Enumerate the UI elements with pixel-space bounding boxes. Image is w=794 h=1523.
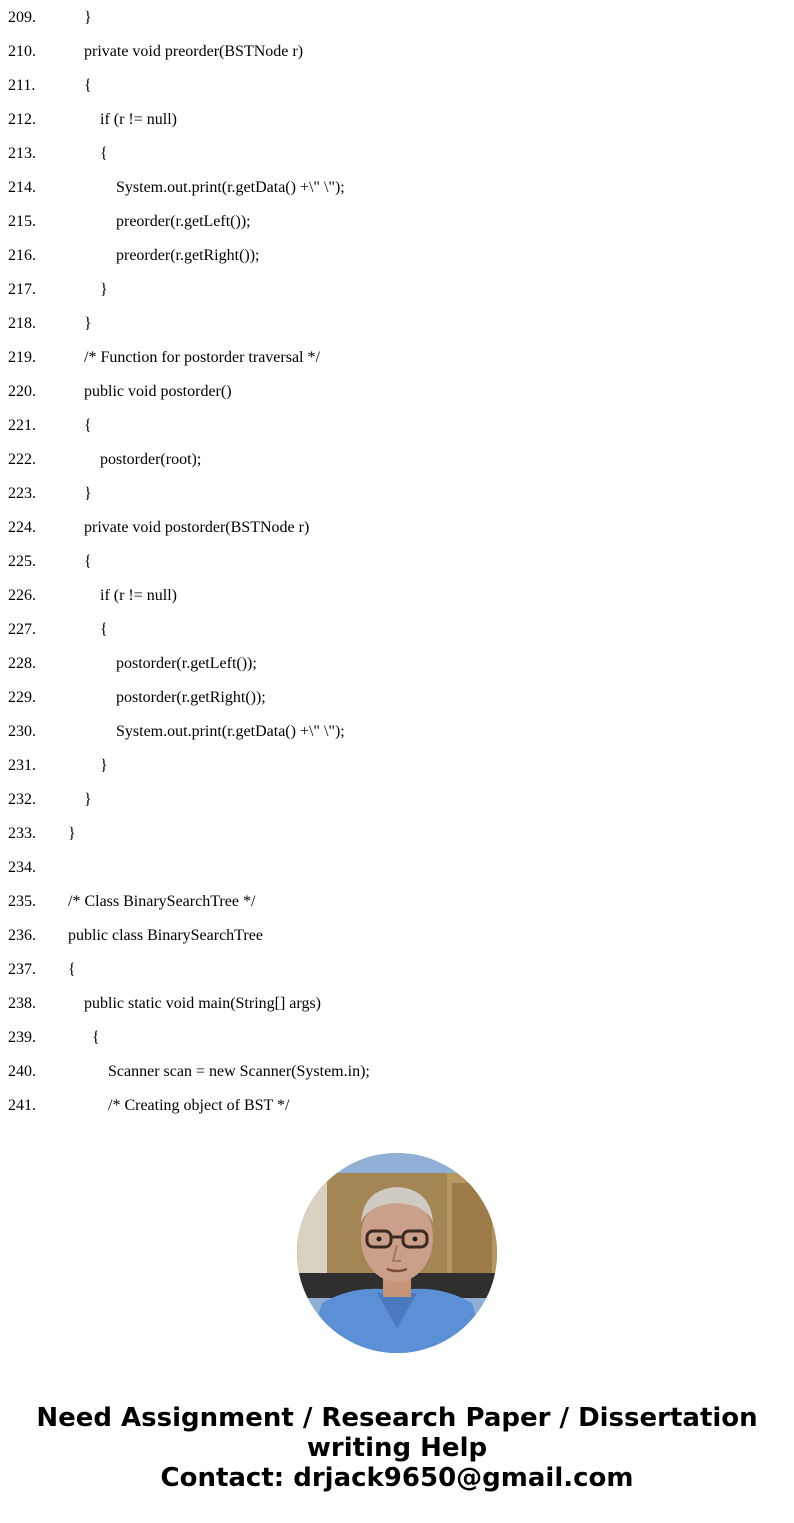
line-text: /* Function for postorder traversal */ xyxy=(84,349,320,366)
code-line xyxy=(0,341,794,375)
line-text: { xyxy=(68,961,76,978)
line-number: 237. xyxy=(8,961,36,978)
line-number: 220. xyxy=(8,383,36,400)
line-text: preorder(r.getRight()); xyxy=(116,247,260,264)
line-number: 219. xyxy=(8,349,36,366)
code-line xyxy=(0,1,794,35)
line-text: private void preorder(BSTNode r) xyxy=(84,43,304,60)
code-line xyxy=(0,647,794,681)
code-line xyxy=(0,987,794,1021)
code-line xyxy=(0,1089,794,1123)
line-text: private void postorder(BSTNode r) xyxy=(84,519,310,536)
code-line xyxy=(0,715,794,749)
line-number: 215. xyxy=(8,213,36,230)
line-text: } xyxy=(84,315,92,332)
line-number: 226. xyxy=(8,587,36,604)
code-line xyxy=(0,613,794,647)
line-number: 234. xyxy=(8,859,36,876)
line-number: 235. xyxy=(8,893,36,910)
line-text: { xyxy=(84,417,92,434)
code-line xyxy=(0,511,794,545)
code-line xyxy=(0,171,794,205)
line-text: } xyxy=(84,9,92,26)
code-line xyxy=(0,1055,794,1089)
line-number: 221. xyxy=(8,417,36,434)
line-number: 233. xyxy=(8,825,36,842)
line-number: 214. xyxy=(8,179,36,196)
code-line xyxy=(0,35,794,69)
line-text: if (r != null) xyxy=(100,587,177,604)
line-text: public static void main(String[] args) xyxy=(84,995,321,1012)
code-line xyxy=(0,137,794,171)
line-text: /* Creating object of BST */ xyxy=(108,1097,290,1114)
code-line xyxy=(0,409,794,443)
line-text: postorder(r.getRight()); xyxy=(116,689,266,706)
line-number: 211. xyxy=(8,77,36,94)
code-line xyxy=(0,477,794,511)
line-number: 229. xyxy=(8,689,36,706)
line-number: 216. xyxy=(8,247,36,264)
line-text: /* Class BinarySearchTree */ xyxy=(68,893,256,910)
code-line xyxy=(0,953,794,987)
line-number: 218. xyxy=(8,315,36,332)
line-number: 238. xyxy=(8,995,36,1012)
line-number: 231. xyxy=(8,757,36,774)
line-number: 225. xyxy=(8,553,36,570)
line-text: } xyxy=(100,757,108,774)
code-line xyxy=(0,851,794,885)
code-line xyxy=(0,375,794,409)
code-line xyxy=(0,239,794,273)
line-text: public void postorder() xyxy=(84,383,232,400)
code-line xyxy=(0,545,794,579)
code-line xyxy=(0,749,794,783)
code-line xyxy=(0,681,794,715)
line-text: { xyxy=(84,77,92,94)
line-text: } xyxy=(84,791,92,808)
line-text: preorder(r.getLeft()); xyxy=(116,213,251,230)
line-text: public class BinarySearchTree xyxy=(68,927,263,944)
line-text: } xyxy=(84,485,92,502)
line-number: 217. xyxy=(8,281,36,298)
line-number: 212. xyxy=(8,111,36,128)
code-line xyxy=(0,69,794,103)
code-line xyxy=(0,205,794,239)
line-text: postorder(root); xyxy=(100,451,202,468)
line-text: } xyxy=(100,281,108,298)
line-text: System.out.print(r.getData() +\" \"); xyxy=(116,723,345,740)
line-text: { xyxy=(100,145,108,162)
code-line xyxy=(0,273,794,307)
line-number: 230. xyxy=(8,723,36,740)
line-text: { xyxy=(92,1029,100,1046)
line-number: 222. xyxy=(8,451,36,468)
code-line xyxy=(0,579,794,613)
code-line xyxy=(0,103,794,137)
line-text: { xyxy=(84,553,92,570)
contact-headline: Need Assignment / Research Paper / Dissertation xyxy=(36,1403,758,1433)
line-text: System.out.print(r.getData() +\" \"); xyxy=(116,179,345,196)
line-number: 210. xyxy=(8,43,36,60)
code-line xyxy=(0,307,794,341)
code-line xyxy=(0,817,794,851)
line-number: 240. xyxy=(8,1063,36,1080)
line-number: 239. xyxy=(8,1029,36,1046)
contact-subheadline: writing Help xyxy=(306,1433,488,1463)
line-number: 232. xyxy=(8,791,36,808)
line-number: 213. xyxy=(8,145,36,162)
line-number: 223. xyxy=(8,485,36,502)
line-number: 241. xyxy=(8,1097,36,1114)
line-text: } xyxy=(68,825,76,842)
line-text: { xyxy=(100,621,108,638)
line-text: if (r != null) xyxy=(100,111,177,128)
line-text: Scanner scan = new Scanner(System.in); xyxy=(108,1063,370,1080)
person-portrait-icon xyxy=(297,1153,497,1353)
author-avatar xyxy=(297,1153,497,1353)
contact-banner xyxy=(0,1403,794,1493)
line-number: 224. xyxy=(8,519,36,536)
line-number: 209. xyxy=(8,9,36,26)
line-number: 227. xyxy=(8,621,36,638)
line-number: 228. xyxy=(8,655,36,672)
line-text: postorder(r.getLeft()); xyxy=(116,655,257,672)
code-listing xyxy=(0,1,794,1123)
code-line xyxy=(0,443,794,477)
line-number: 236. xyxy=(8,927,36,944)
code-line xyxy=(0,885,794,919)
code-line xyxy=(0,783,794,817)
code-line xyxy=(0,1021,794,1055)
code-line xyxy=(0,919,794,953)
contact-email: Contact: drjack9650@gmail.com xyxy=(160,1463,634,1493)
